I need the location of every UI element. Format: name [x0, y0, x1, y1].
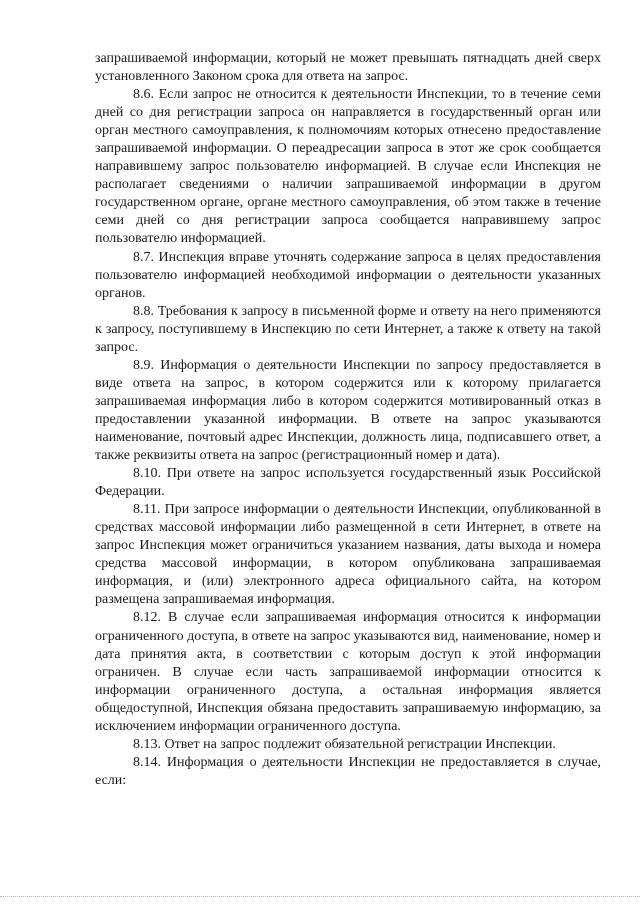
document-text — [95, 50, 601, 790]
paragraph-8-10: 8.10. При ответе на запрос используется государственный язык Российской Федерации. — [95, 466, 601, 500]
scan-edge-divider — [0, 896, 640, 898]
paragraph-8-6: 8.6. Если запрос не относится к деятельности Инспекции, то в течение семи дней со дня регистрации запроса он направляется в государственный орган или орган местного самоуправления, к полномочиям которых отнесено предоставление запрашиваемой информации. О переадресации запроса в этот же срок сообщается направившему запрос пользователю информацией. В случае если Инспекция не располагает сведениями о наличии запрашиваемой информации в другом государственном органе, органе местного самоуправления, об этом также в течение семи дней со дня регистрации запроса сообщается направившему запрос пользователю информацией. — [95, 87, 601, 247]
paragraph-8-12: 8.12. В случае если запрашиваемая информация относится к информации ограниченного доступа, в ответе на запрос указываются вид, наименование, номер и дата принятия акта, в соответствии с которым доступ к этой информации ограничен. В случае если часть запрашиваемой информации относится к информации ограниченного доступа, а остальная информация является общедоступной, Инспекция обязана предоставить запрашиваемую информацию, за исключением информации ограниченного доступа. — [95, 610, 601, 734]
paragraph-8-8: 8.8. Требования к запросу в письменной форме и ответу на него применяются к запросу, поступившему в Инспекцию по сети Интернет, а также к ответу на такой запрос. — [95, 303, 601, 355]
paragraph-8-7: 8.7. Инспекция вправе уточнять содержание запроса в целях предоставления пользователю информацией необходимой информации о деятельности указанных органов. — [95, 249, 601, 301]
paragraph-8-11: 8.11. При запросе информации о деятельности Инспекции, опубликованной в средствах массовой информации либо размещенной в сети Интернет, в ответе на запрос Инспекция может ограничиться указанием названия, даты выхода и номера средства массовой информации, в котором опубликована запрашиваемая информация, и (или) электронного адреса официального сайта, на котором размещена запрашиваемая информация. — [95, 502, 601, 608]
paragraph-8-14: 8.14. Информация о деятельности Инспекции не предоставляется в случае, если: — [95, 754, 601, 788]
paragraph-8-9: 8.9. Информация о деятельности Инспекции по запросу предоставляется в виде ответа на запрос, в котором содержится или к которому прилагается запрашиваемая информация либо в котором содержится мотивированный отказ в предоставлении указанной информации. В ответе на запрос указываются наименование, почтовый адрес Инспекции, должность лица, подписавшего ответ, а также реквизиты ответа на запрос (регистрационный номер и дата). — [95, 357, 601, 464]
paragraph-8-13: 8.13. Ответ на запрос подлежит обязательной регистрации Инспекции. — [133, 736, 556, 752]
paragraph-continuation: запрашиваемой информации, который не может превышать пятнадцать дней сверх установленного Законом срока для ответа на запрос. — [95, 51, 601, 85]
